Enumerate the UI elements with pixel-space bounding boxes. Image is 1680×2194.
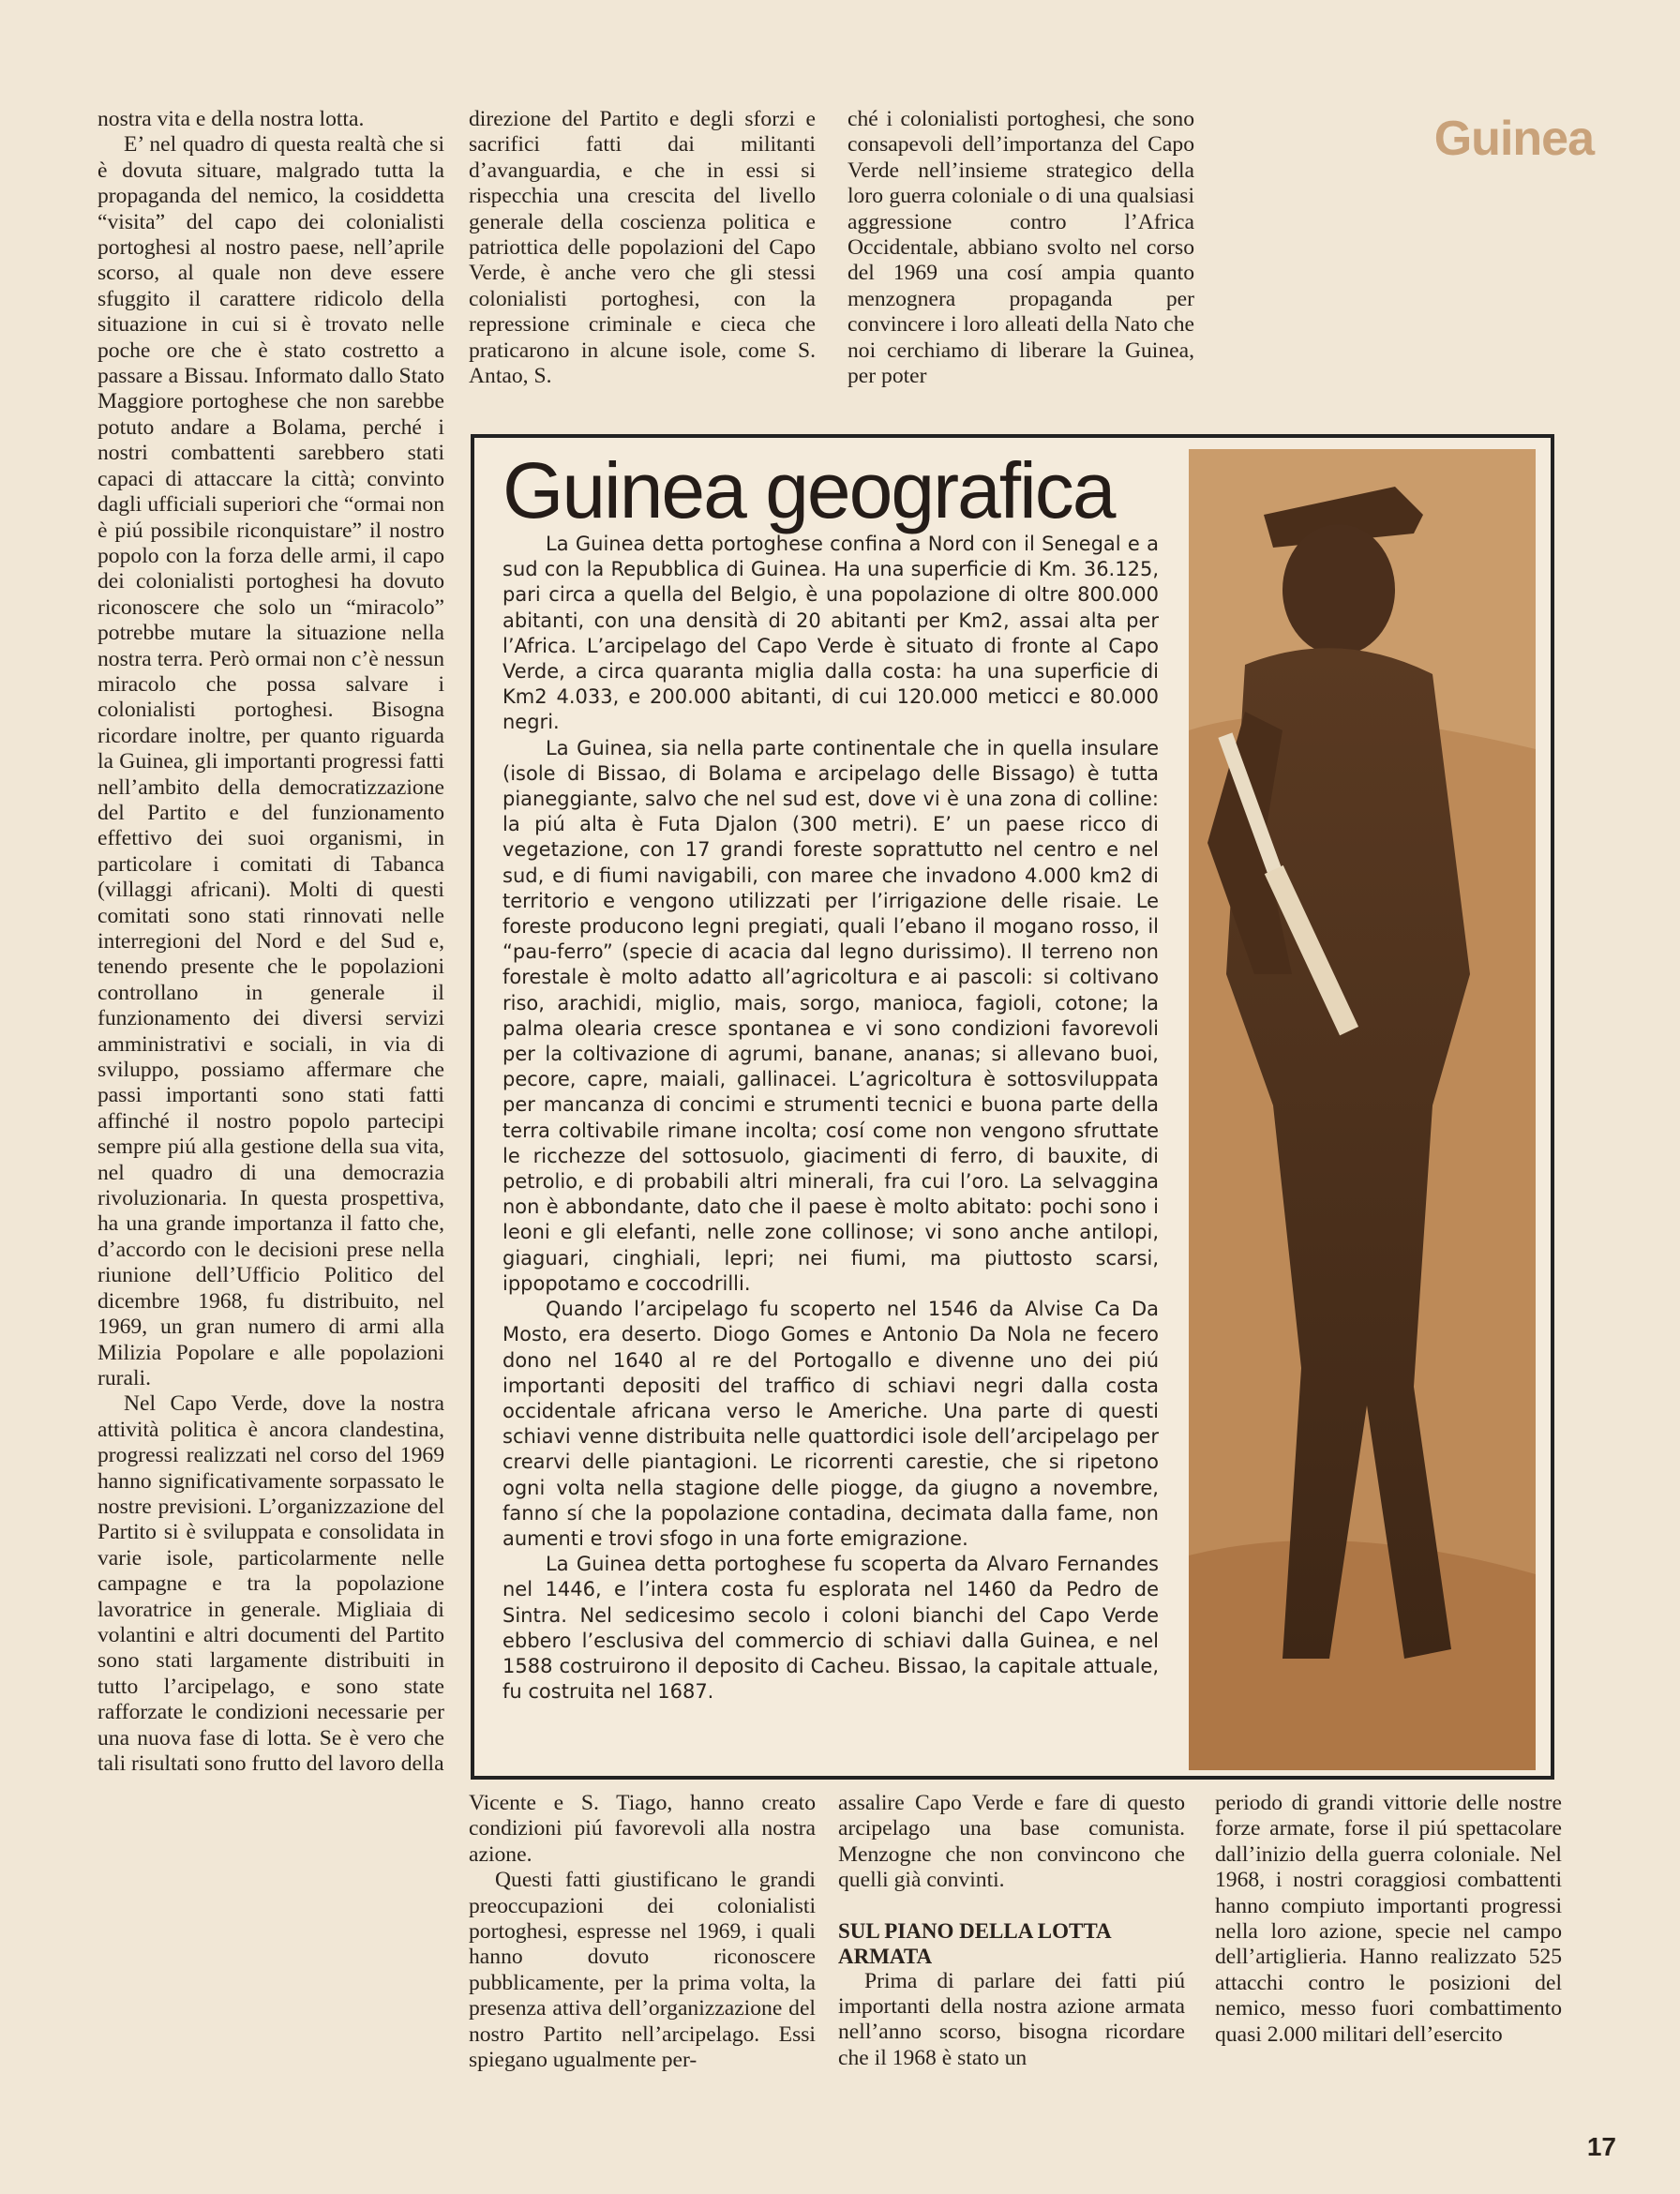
paragraph: Vicente e S. Tiago, hanno creato condizioni piú favorevoli alla nostra azione. bbox=[469, 1791, 816, 1867]
article-column-3-top bbox=[848, 107, 1194, 426]
section-heading: SUL PIANO DELLA LOTTA ARMATA bbox=[838, 1918, 1111, 1968]
section-header: Guinea bbox=[1433, 112, 1594, 166]
paragraph: nostra vita e della nostra lotta. bbox=[98, 107, 365, 131]
paragraph: E’ nel quadro di questa realtà che si è dovuta situare, malgrado tutta la propaganda del nemico, la cosiddetta “visita” del capo dei colonialisti portoghesi al nostro paese, nell’aprile scorso, al quale non deve essere sfuggito il carattere ridicolo della situazione in cui si è trovato nelle poche ore che è stato costretto a passare a Bissau. Informato dallo Stato Maggiore portoghese che non sarebbe potuto andare a Bolama, perché i nostri combattenti sarebbero stati capaci di attaccare la città; convinto dagli ufficiali superiori che “ormai non è piú possibile riconquistare” il nostro popolo con la forza delle armi, il capo dei colonialisti portoghesi ha dovuto riconoscere che solo un “miracolo” potrebbe mutare la situazione nella nostra terra. Però ormai non c’è nessun miracolo che possa salvare i colonialisti portoghesi. Bisogna ricordare inoltre, per quanto riguarda la Guinea, gli importanti progressi fatti nell’ambito della democratizzazione del Partito e del funzionamento effettivo dei suoi organismi, in particolare i comitati di Tabanca (villaggi africani). Molti di questi comitati sono stati rinnovati nelle interregioni del Nord e del Sud e, tenendo presente che le popolazioni controllano in generale il funzionamento dei diversi servizi amministrativi e sociali, in via di sviluppo, possiamo affermare che passi importanti sono stati fatti affinché il nostro popolo partecipi sempre piú alla gestione della sua vita, nel quadro di una democrazia rivoluzionaria. In questa prospettiva, ha una grande importanza il fatto che, d’accordo con le decisioni prese nella riunione dell’Ufficio Politico del dicembre 1968, fu distribuito, nel 1969, un gran numero di armi alla Milizia Popolare e alle popolazioni rurali. bbox=[98, 132, 444, 1390]
page-number: 17 bbox=[1586, 2132, 1616, 2161]
box-title: Guinea geografica bbox=[502, 446, 1115, 534]
soldier-photo bbox=[1189, 449, 1536, 1770]
box-paragraph: La Guinea detta portoghese fu scoperta da Alvaro Fernandes nel 1446, e l’intera costa fu esplorata nel 1460 da Pedro de Sintra. Nel sedicesimo secolo i coloni bianchi del Capo Verde ebbero l’esclusiva del commercio di schiavi dalla Guinea, e nel 1588 costruirono il deposito di Cacheu. Bissao, la capitale attuale, fu costruita nel 1687. bbox=[502, 1553, 1159, 1704]
box-text bbox=[502, 532, 1159, 1705]
article-column-2-bottom bbox=[469, 1791, 816, 2124]
soldier-illustration bbox=[1189, 449, 1536, 1770]
article-column-3-bottom bbox=[838, 1791, 1185, 2124]
sidebar-box bbox=[471, 434, 1554, 1780]
paragraph: ché i colonialisti portoghesi, che sono consapevoli dell’importanza del Capo Verde nell’insieme strategico della loro guerra coloniale o di una qualsiasi aggressione contro l’Africa Occidentale, abbiano svolto nel corso del 1969 una cosí ampia quanto menzognera propaganda per convincere i loro alleati della Nato che noi cerchiamo di liberare la Guinea, per poter bbox=[848, 107, 1194, 389]
box-paragraph: La Guinea, sia nella parte continentale che in quella insulare (isole di Bissao, di Bolama e arcipelago delle Bissago) è tutta pianeggiante, salvo che nel sud est, dove vi è una zona di colline: la piú alta è Futa Djalon (300 metri). E’ un paese ricco di vegetazione, con 17 grandi foreste soprattutto nel centro e nel sud, e di fiumi navigabili, con maree che invadono 4.000 km2 di territorio e vengono utilizzati per l’irrigazione delle risaie. Le foreste producono legni pregiati, quali l’ebano il mogano rosso, il “pau-ferro” (specie di acacia dal legno durissimo). Il terreno non forestale è molto adatto all’agricoltura e ai pascoli: si coltivano riso, arachidi, miglio, mais, sorgo, manioca, fagioli, cotone; la palma olearia cresce spontanea e vi sono condizioni favorevoli per la coltivazione di agrumi, banane, ananas; si allevano buoi, pecore, capre, maiali, gallinacei. L’agricoltura è sottosviluppata per mancanza di concimi e strumenti tecnici e buona parte della terra coltivabile rimane incolta; cosí come non vengono sfruttate le ricchezze del sottosuolo, giacimenti di ferro, di bauxite, di petrolio, e di probabili altri minerali, fra cui l’oro. La selvaggina non è abbondante, dato che il paese è molto abitato: pochi sono i leoni e gli elefanti, nelle zone collinose; vi sono anche antilopi, giaguari, cinghiali, lepri; nei fiumi, ma piuttosto scarsi, ippopotamo e coccodrilli. bbox=[502, 736, 1159, 1295]
box-paragraph: La Guinea detta portoghese confina a Nord con il Senegal e a sud con la Repubblica di Guinea. Ha una superficie di Km. 36.125, pari circa a quella del Belgio, è una popolazione di oltre 800.000 abitanti, con una densità di 20 abitanti per Km2, assai alta per l’Africa. L’arcipelago del Capo Verde è situato di fronte al Capo Verde, a circa quaranta miglia dalla costa: ha una superficie di Km2 4.033, e 200.000 abitanti, di cui 120.000 meticci e 80.000 negri. bbox=[502, 533, 1159, 734]
paragraph: assalire Capo Verde e fare di questo arcipelago una base comunista. Menzogne che non convincono che quelli già convinti. bbox=[838, 1791, 1185, 1893]
article-column-2-top bbox=[469, 107, 816, 426]
article-column-4-bottom bbox=[1215, 1791, 1562, 2124]
paragraph: Nel Capo Verde, dove la nostra attività politica è ancora clandestina, progressi realizzati nel corso del 1969 hanno significativamente sorpassato le nostre previsioni. L’organizzazione del Partito si è sviluppata e consolidata in varie isole, particolarmente nelle campagne e tra la popolazione lavoratrice in generale. Migliaia di volantini e altri documenti del Partito sono stati largamente distribuiti in tutto l’arcipelago, e sono state rafforzate le condizioni necessarie per una nuova fase di lotta. Se è vero che tali risultati sono frutto del lavoro della bbox=[98, 1391, 444, 1776]
paragraph: periodo di grandi vittorie delle nostre forze armate, forse il piú spettacolare dall’inizio della guerra coloniale. Nel 1968, i nostri coraggiosi combattenti hanno compiuto importanti progressi nella loro azione, specie nel campo dell’artiglieria. Hanno realizzato 525 attacchi contro le posizioni del nemico, messo fuori combattimento quasi 2.000 militari dell’esercito bbox=[1215, 1791, 1562, 2047]
paragraph: direzione del Partito e degli sforzi e sacrifici fatti dai militanti d’avanguardia, e che in essi si rispecchia una crescita del livello generale della coscienza politica e patriottica delle popolazioni del Capo Verde, è anche vero che gli stessi colonialisti portoghesi, con la repressione criminale e cieca che praticarono in alcune isole, come S. Antao, S. bbox=[469, 107, 816, 389]
box-paragraph: Quando l’arcipelago fu scoperto nel 1546 da Alvise Ca Da Mosto, era deserto. Diogo Gomes e Antonio Da Nola ne fecero dono nel 1640 al re del Portogallo e divenne uno dei piú importanti depositi del traffico di schiavi negri dalla costa occidentale africana verso le Americhe. Una parte di questi schiavi venne distribuita nelle quattordici isole dell’arcipelago per crearvi delle piantagioni. Le ricorrenti carestie, che si ripetono ogni volta nella stagione delle piogge, da giugno a novembre, fanno sí che la popolazione contadina, decimata dalla fame, non aumenti e trovi sfogo in una forte emigrazione. bbox=[502, 1298, 1159, 1550]
paragraph: Questi fatti giustificano le grandi preoccupazioni dei colonialisti portoghesi, espresse nel 1969, i quali hanno dovuto riconoscere pubblicamente, per la prima volta, la presenza attiva dell’organizzazione del nostro Partito nell’arcipelago. Essi spiegano ugualmente per- bbox=[469, 1868, 816, 2073]
article-column-1 bbox=[98, 107, 444, 2123]
paragraph: Prima di parlare dei fatti piú importanti della nostra azione armata nell’anno scorso, bisogna ricordare che il 1968 è stato un bbox=[838, 1968, 1185, 2070]
